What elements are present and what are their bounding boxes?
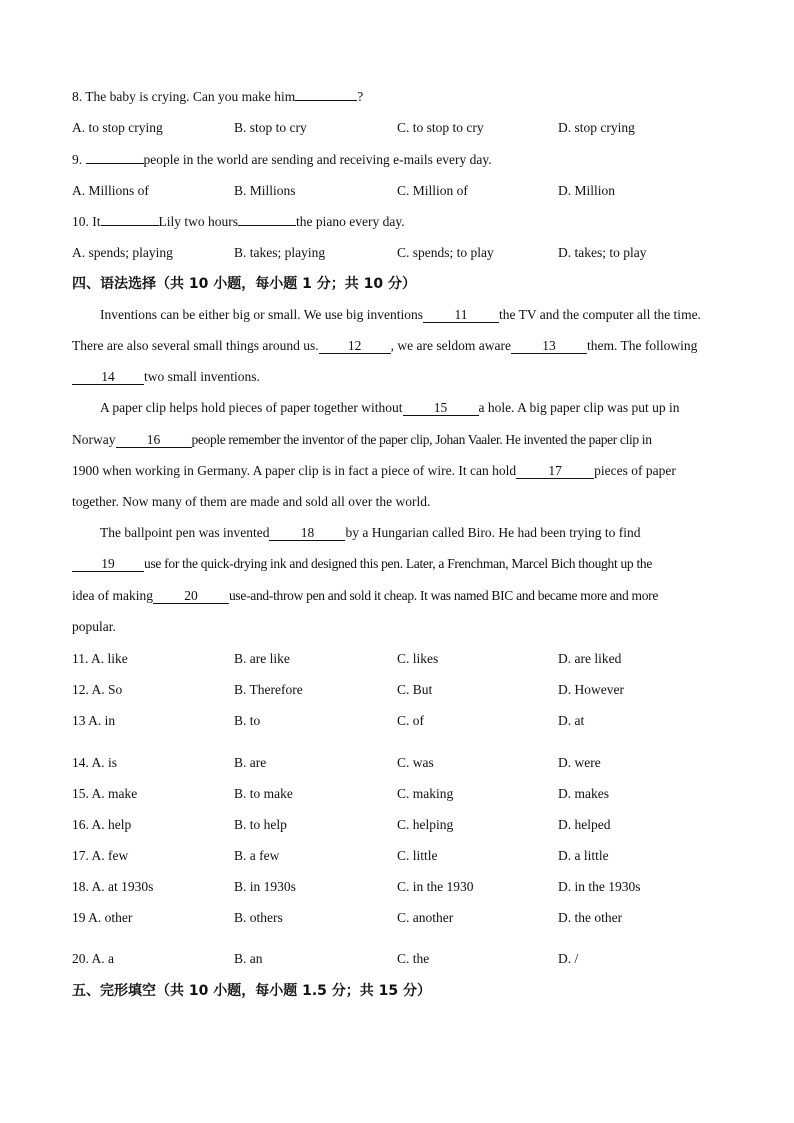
question-10-options [72, 244, 732, 262]
passage-line [100, 307, 701, 323]
section-heading-4: 四、语法选择（共 10 小题，每小题 1 分；共 10 分） [72, 276, 416, 292]
option-a[interactable]: A. Millions of [72, 183, 149, 198]
passage-line [72, 338, 697, 354]
passage-line [72, 556, 652, 572]
option-b[interactable]: B. are [234, 755, 267, 770]
question-text: Lily two hours [158, 214, 238, 229]
option-c[interactable]: C. likes [397, 651, 439, 666]
option-c[interactable]: C. another [397, 910, 454, 925]
option-d[interactable]: D. stop crying [558, 120, 635, 135]
option-d[interactable]: D. helped [558, 817, 611, 832]
choice-row-18 [72, 878, 732, 896]
choice-row-12 [72, 681, 732, 699]
answer-blank[interactable] [86, 163, 144, 164]
question-9-options [72, 182, 732, 200]
option-a[interactable]: A. to stop crying [72, 120, 163, 135]
question-text: people in the world are sending and receiving e-mails every day. [143, 152, 492, 167]
passage-line [100, 400, 680, 416]
question-number: 9. [72, 152, 83, 167]
option-a[interactable]: 16. A. help [72, 817, 132, 832]
option-d[interactable]: D. takes; to play [558, 245, 647, 260]
option-d[interactable]: D. However [558, 682, 624, 697]
option-b[interactable]: B. a few [234, 848, 280, 863]
option-d[interactable]: D. in the 1930s [558, 879, 641, 894]
option-a[interactable]: 13 A. in [72, 713, 116, 728]
blank-14[interactable]: 14 [72, 369, 144, 385]
blank-12[interactable]: 12 [319, 338, 391, 354]
option-b[interactable]: B. are like [234, 651, 290, 666]
option-b[interactable]: B. Millions [234, 183, 296, 198]
choice-row-20 [72, 950, 732, 968]
choice-row-11 [72, 650, 732, 668]
passage-line [72, 432, 652, 448]
choice-row-13 [72, 712, 732, 730]
option-d[interactable]: D. Million [558, 183, 616, 198]
passage-line [72, 588, 658, 604]
option-c[interactable]: C. helping [397, 817, 454, 832]
option-b[interactable]: B. stop to cry [234, 120, 307, 135]
question-text: ? [357, 89, 364, 104]
question-text: The baby is crying. Can you make him [85, 89, 296, 104]
choice-row-19 [72, 909, 732, 927]
option-a[interactable]: A. spends; playing [72, 245, 173, 260]
option-c[interactable]: C. spends; to play [397, 245, 494, 260]
option-b[interactable]: B. in 1930s [234, 879, 296, 894]
option-d[interactable]: D. at [558, 713, 585, 728]
passage-line [72, 369, 260, 385]
option-a[interactable]: 19 A. other [72, 910, 133, 925]
question-8-options [72, 119, 732, 137]
passage-text: popular. [72, 619, 116, 634]
blank-19[interactable]: 19 [72, 556, 144, 572]
choice-row-14 [72, 754, 732, 772]
option-c[interactable]: C. making [397, 786, 454, 801]
option-b[interactable]: B. others [234, 910, 283, 925]
option-a[interactable]: 14. A. is [72, 755, 118, 770]
option-d[interactable]: D. are liked [558, 651, 622, 666]
option-a[interactable]: 12. A. So [72, 682, 123, 697]
option-b[interactable]: B. to make [234, 786, 293, 801]
blank-20[interactable]: 20 [153, 588, 229, 604]
blank-18[interactable]: 18 [269, 525, 345, 541]
passage-text: Inventions can be either big or small. We use big inventions [100, 307, 423, 322]
passage-text: A paper clip helps hold pieces of paper together without [100, 400, 403, 415]
section-heading-5: 五、完形填空（共 10 小题，每小题 1.5 分；共 15 分） [72, 983, 432, 999]
blank-11[interactable]: 11 [423, 307, 499, 323]
passage-line [72, 494, 430, 510]
option-b[interactable]: B. to help [234, 817, 287, 832]
option-c[interactable]: C. But [397, 682, 433, 697]
passage-text: There are also several small things around us. [72, 338, 319, 353]
option-c[interactable]: C. of [397, 713, 424, 728]
blank-17[interactable]: 17 [516, 463, 594, 479]
question-number: 10. [72, 214, 89, 229]
option-d[interactable]: D. were [558, 755, 601, 770]
passage-text: by a Hungarian called Biro. He had been trying to find [345, 525, 641, 540]
passage-text: the TV and the computer all the time. [498, 307, 701, 322]
question-10 [72, 213, 405, 231]
passage-text: use-and-throw pen and sold it cheap. It was named BIC and became more and more [228, 588, 659, 603]
passage-text: two small inventions. [144, 369, 260, 384]
blank-13[interactable]: 13 [511, 338, 587, 354]
passage-text: The ballpoint pen was invented [100, 525, 270, 540]
option-a[interactable]: 15. A. make [72, 786, 138, 801]
answer-blank[interactable] [101, 225, 159, 226]
passage-text: a hole. A big paper clip was put up in [478, 400, 680, 415]
option-c[interactable]: C. little [397, 848, 438, 863]
choice-row-15 [72, 785, 732, 803]
option-c[interactable]: C. Million of [397, 183, 468, 198]
question-9 [72, 151, 492, 169]
passage-text: idea of making [72, 588, 153, 603]
question-text: It [92, 214, 101, 229]
option-b[interactable]: B. takes; playing [234, 245, 326, 260]
passage-text: 1900 when working in Germany. A paper clip is in fact a piece of wire. It can hold [72, 463, 517, 478]
option-a[interactable]: 11. A. like [72, 651, 128, 666]
passage-text: pieces of paper [594, 463, 676, 478]
answer-blank[interactable] [295, 100, 357, 101]
choice-row-17 [72, 847, 732, 865]
option-d[interactable]: D. makes [558, 786, 609, 801]
passage-line [100, 525, 641, 541]
passage-text: , we are seldom aware [390, 338, 511, 353]
blank-16[interactable]: 16 [116, 432, 192, 448]
question-8 [72, 88, 363, 106]
option-b[interactable]: B. Therefore [234, 682, 303, 697]
option-b[interactable]: B. to [234, 713, 261, 728]
option-c[interactable]: C. to stop to cry [397, 120, 484, 135]
option-b[interactable]: B. an [234, 951, 263, 966]
question-text: the piano every day. [296, 214, 405, 229]
passage-text: use for the quick-drying ink and designed this pen. Later, a Frenchman, Marcel Bich thought up the [144, 556, 653, 571]
passage-text: Norway [72, 432, 116, 447]
option-c[interactable]: C. in the 1930 [397, 879, 474, 894]
passage-text: together. Now many of them are made and sold all over the world. [72, 494, 431, 509]
passage-line [72, 463, 676, 479]
option-d[interactable]: D. / [558, 951, 579, 966]
passage-text: people remember the inventor of the paper clip, Johan Vaaler. He invented the paper clip in [191, 432, 652, 447]
choice-row-16 [72, 816, 732, 834]
option-c[interactable]: C. the [397, 951, 430, 966]
option-a[interactable]: 20. A. a [72, 951, 114, 966]
answer-blank[interactable] [238, 225, 296, 226]
option-a[interactable]: 18. A. at 1930s [72, 879, 154, 894]
question-number: 8. [72, 89, 83, 104]
option-d[interactable]: D. the other [558, 910, 623, 925]
blank-15[interactable]: 15 [403, 400, 479, 416]
passage-text: them. The following [587, 338, 698, 353]
option-a[interactable]: 17. A. few [72, 848, 129, 863]
option-c[interactable]: C. was [397, 755, 434, 770]
passage-line [72, 619, 116, 635]
option-d[interactable]: D. a little [558, 848, 609, 863]
